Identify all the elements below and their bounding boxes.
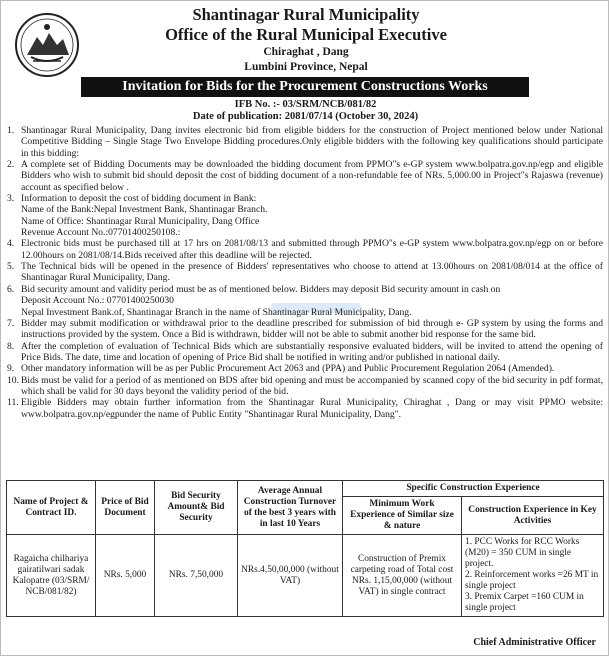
- col-turnover-header: Average Annual Construction Turnover of the best 3 years with in last 10 Years: [238, 481, 343, 535]
- cell-turnover: NRs.4,50,00,000 (without VAT): [238, 535, 343, 617]
- item-text: [21, 375, 603, 398]
- notice-header: [91, 5, 521, 75]
- org-name: Shantinagar Rural Municipality: [192, 5, 420, 24]
- notice-items-list: [7, 125, 603, 420]
- item-text: [21, 193, 603, 238]
- col-security-header: Bid Security Amount& Bid Security: [155, 481, 238, 535]
- office-province: Lumbini Province, Nepal: [244, 61, 368, 73]
- item-number: 9.: [7, 363, 15, 375]
- item-line: Bids must be valid for a period of as mentioned on BDS after bid opening and must be accompanied by scanned copy of the bid security in pdf format, which shall be valid for 30 days beyond the validity period of the bid.: [21, 374, 603, 397]
- item-text: [21, 125, 603, 159]
- item-line: Name of Office: Shantinagar Rural Municipality, Dang Office: [21, 215, 260, 227]
- item-line: Bidder may submit modification or withdrawal prior to the deadline prescribed for submission of bid through e- GP system by using the forms and instructions provided by the system. Once a Bid is withdrawn, bidder will not be able to submit another bid response for the same bid.: [21, 317, 603, 341]
- item-line: Information to deposit the cost of bidding document in Bank:: [21, 193, 257, 205]
- item-text: [21, 318, 603, 341]
- item-text: [21, 363, 603, 374]
- item-line: Nepal Investment Bank.of, Shantinagar Branch in the name of Shantinagar Rural Municipality, Dang.: [21, 306, 412, 318]
- item-line: Revenue Account No.:07701400250108.:: [21, 227, 181, 239]
- item-text: [21, 238, 603, 261]
- cell-security: NRs. 7,50,000: [155, 535, 238, 617]
- item-number: 10.: [7, 374, 19, 386]
- activity-item: 1. PCC Works for RCC Works (M20) = 350 CUM in single project.: [465, 537, 580, 569]
- item-line: Other mandatory information will be as per Public Procurement Act 2063 and (PPA) and Public Procurement Regulation 2064 (Amended).: [21, 363, 555, 375]
- list-item: [7, 318, 603, 341]
- item-line: A complete set of Bidding Documents may be downloaded the bidding document from PPMO"s e-GP system www.bolpatra.gov.np/egp and eligible Bidders who wish to submit bid should deposit the cost of bidding document of a non-refundable fee of NRs. 5,000.00 in Project"s Rajaswa (revenue) account as specified below .: [21, 159, 603, 193]
- bid-requirements-table: [6, 480, 604, 617]
- item-line: Name of the Bank:Nepal Investment Bank, Shantinagar Branch.: [21, 204, 268, 216]
- col-specific-experience-header: Specific Construction Experience: [343, 481, 604, 497]
- col-project-header: Name of Project & Contract ID.: [7, 481, 96, 535]
- item-line: Electronic bids must be purchased till at 17 hrs on 2081/08/13 and submitted through PPMO"s e-GP system www.bolpatra.gov.np/egp on or before 12.00hours on 2081/08/14.Bids received after this deadline will be rejected.: [21, 238, 603, 261]
- col-min-work-header: Minimum Work Experience of Similar size & nature: [343, 497, 462, 535]
- list-item: [7, 193, 603, 238]
- item-number: 5.: [7, 261, 15, 273]
- list-item: [7, 375, 603, 398]
- item-line: After the completion of evaluation of Technical Bids which are substantially responsive evaluated bidders, will be invited to attend the opening of Price Bids. The date, time and location of opening of Price Bid shall be notified in writing and/or published in national daily.: [21, 340, 603, 363]
- item-text: [21, 159, 603, 193]
- table-row: [7, 535, 604, 617]
- item-text: [21, 341, 603, 364]
- item-number: 7.: [7, 317, 15, 329]
- activity-item: 2. Reinforcement works =26 MT in single project: [465, 570, 599, 591]
- publication-date: Date of publication: 2081/07/14 (October 30, 2024): [192, 111, 419, 122]
- item-number: 4.: [7, 238, 15, 250]
- item-number: 11.: [7, 397, 19, 409]
- item-line: Shantinagar Rural Municipality, Dang invites electronic bid from eligible bidders for the construction of Project mentioned below under National Competitive Bidding – Single Stage Two Envelope Bidding procedures.Only eligible bidders with the following key qualifications should participate in this bidding:: [21, 125, 603, 159]
- list-item: [7, 397, 603, 420]
- list-item: [7, 238, 603, 261]
- list-item: [7, 159, 603, 193]
- list-item: [7, 261, 603, 284]
- item-text: [21, 284, 603, 318]
- item-line: Eligible Bidders may obtain further information from the Shantinagar Rural Municipality, Chiraghat , Dang or may visit PPMO website: www.bolpatra.gov.np/egpunder the name of Public Entity "Shantinagar Rural Municipality, Dang".: [21, 397, 603, 420]
- list-item: [7, 363, 603, 374]
- col-price-header: Price of Bid Document: [96, 481, 155, 535]
- cell-price: NRs. 5,000: [96, 535, 155, 617]
- notice-title-banner: Invitation for Bids for the Procurement Constructions Works: [81, 77, 529, 97]
- office-name: Office of the Rural Municipal Executive: [165, 25, 447, 44]
- item-text: [21, 397, 603, 420]
- item-line: Bid security amount and validity period must be as of mentioned below. Bidders may deposit Bid security amount in cash on: [21, 283, 501, 295]
- item-number: 6.: [7, 283, 15, 295]
- cell-key-activities: [462, 535, 604, 617]
- list-item: [7, 125, 603, 159]
- office-location: Chiraghat , Dang: [263, 46, 349, 58]
- item-number: 8.: [7, 340, 15, 352]
- ifb-number: IFB No. :- 03/SRM/NCB/081/82: [234, 99, 377, 110]
- item-number: 3.: [7, 193, 15, 205]
- col-key-activities-header: Construction Experience in Key Activities: [462, 497, 604, 535]
- item-number: 1.: [7, 125, 15, 136]
- activity-item: 3. Premix Carpet =160 CUM in single project: [465, 592, 584, 613]
- cell-project: Ragaicha chilhariya gairatilwari sadak Kalopatre (03/SRM/ NCB/081/82): [7, 535, 96, 617]
- nepal-emblem-icon: [13, 11, 81, 79]
- cell-min-work: Construction of Premix carpeting road of Total cost NRs. 1,15,00,000 (without VAT) in single contract: [343, 535, 462, 617]
- list-item: [7, 284, 603, 318]
- item-number: 2.: [7, 159, 15, 171]
- item-text: [21, 261, 603, 284]
- item-line: The Technical bids will be opened in the presence of Bidders' representatives who choose to attend at 13.00hours on 2081/08/014 at the office of Shantinagar Rural Municipality, Dang.: [21, 261, 603, 284]
- item-line: Deposit Account No.: 07701400250030: [21, 295, 174, 307]
- signoff: Chief Administrative Officer: [473, 637, 596, 648]
- list-item: [7, 341, 603, 364]
